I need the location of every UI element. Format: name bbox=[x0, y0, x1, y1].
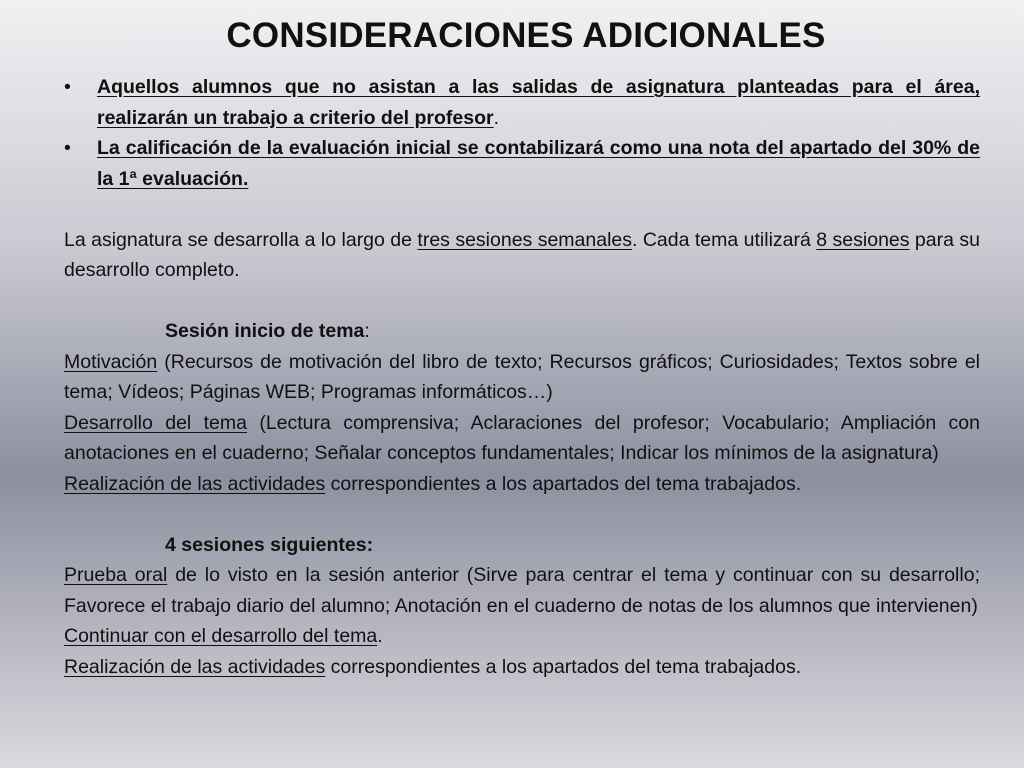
following-item-2-text: . bbox=[377, 625, 383, 647]
following-item-3-label: Realización de las actividades bbox=[64, 655, 326, 678]
bullet-1-tail: . bbox=[493, 106, 500, 129]
session-start-item-2-text: (Lectura comprensiva; Aclaraciones del profesor; Vocabulario; Ampliación con anotaciones en el cuaderno; Señalar conceptos fundamentales; Indicar los mínimos de la asignatura) bbox=[64, 411, 980, 464]
intro-underlined-1: tres sesiones semanales bbox=[417, 228, 633, 251]
bullet-dot-icon: • bbox=[64, 76, 71, 98]
intro-paragraph bbox=[64, 225, 980, 286]
bullet-1-text: Aquellos alumnos que no asistan a las salidas de asignatura planteadas para el área, realizarán un trabajo a criterio del profesor bbox=[97, 76, 980, 129]
session-start-item-1-text: (Recursos de motivación del libro de texto; Recursos gráficos; Curiosidades; Textos sobre el tema; Vídeos; Páginas WEB; Programas informáticos…) bbox=[64, 350, 980, 403]
spacer bbox=[64, 499, 980, 530]
bullet-dot-icon: • bbox=[64, 137, 71, 159]
following-sessions-heading bbox=[64, 530, 980, 561]
session-start-item-2-label: Desarrollo del tema bbox=[64, 411, 247, 434]
bullet-item-1 bbox=[64, 72, 980, 133]
session-start-item-3-text: correspondientes a los apartados del tema trabajados. bbox=[325, 472, 802, 495]
following-item-1-text: de lo visto en la sesión anterior (Sirve para centrar el tema y continuar con su desarrollo; Favorece el trabajo diario del alumno; Anotación en el cuaderno de notas de los alumnos que intervienen) bbox=[64, 564, 980, 617]
intro-text-3: para su desarrollo completo. bbox=[64, 228, 980, 281]
session-start-item-3 bbox=[64, 469, 980, 500]
session-start-item-2 bbox=[64, 408, 980, 469]
session-start-heading-text: Sesión inicio de tema bbox=[165, 320, 365, 342]
following-sessions-heading-text: 4 sesiones siguientes: bbox=[165, 533, 374, 556]
intro-underlined-2: 8 sesiones bbox=[816, 228, 910, 251]
bullet-list bbox=[64, 72, 980, 194]
following-item-1-label: Prueba oral bbox=[64, 564, 168, 586]
slide-title: CONSIDERACIONES ADICIONALES bbox=[226, 16, 826, 55]
session-start-heading bbox=[64, 316, 980, 347]
spacer bbox=[64, 194, 980, 225]
following-item-1 bbox=[64, 560, 980, 621]
session-start-item-1 bbox=[64, 347, 980, 408]
following-item-2-label: Continuar con el desarrollo del tema bbox=[64, 625, 378, 647]
session-start-heading-tail: : bbox=[364, 320, 370, 342]
following-item-3 bbox=[64, 652, 980, 683]
intro-text-2: . Cada tema utilizará bbox=[632, 228, 817, 251]
bullet-item-2 bbox=[64, 133, 980, 194]
session-start-item-3-label: Realización de las actividades bbox=[64, 472, 326, 495]
spacer bbox=[64, 286, 980, 317]
following-item-3-text: correspondientes a los apartados del tema trabajados. bbox=[325, 655, 802, 678]
following-item-2 bbox=[64, 621, 980, 652]
session-start-item-1-label: Motivación bbox=[64, 350, 158, 373]
intro-text-1: La asignatura se desarrolla a lo largo de bbox=[64, 228, 418, 251]
bullet-2-text: La calificación de la evaluación inicial se contabilizará como una nota del apartado del 30% de la 1ª evaluación. bbox=[97, 137, 980, 190]
